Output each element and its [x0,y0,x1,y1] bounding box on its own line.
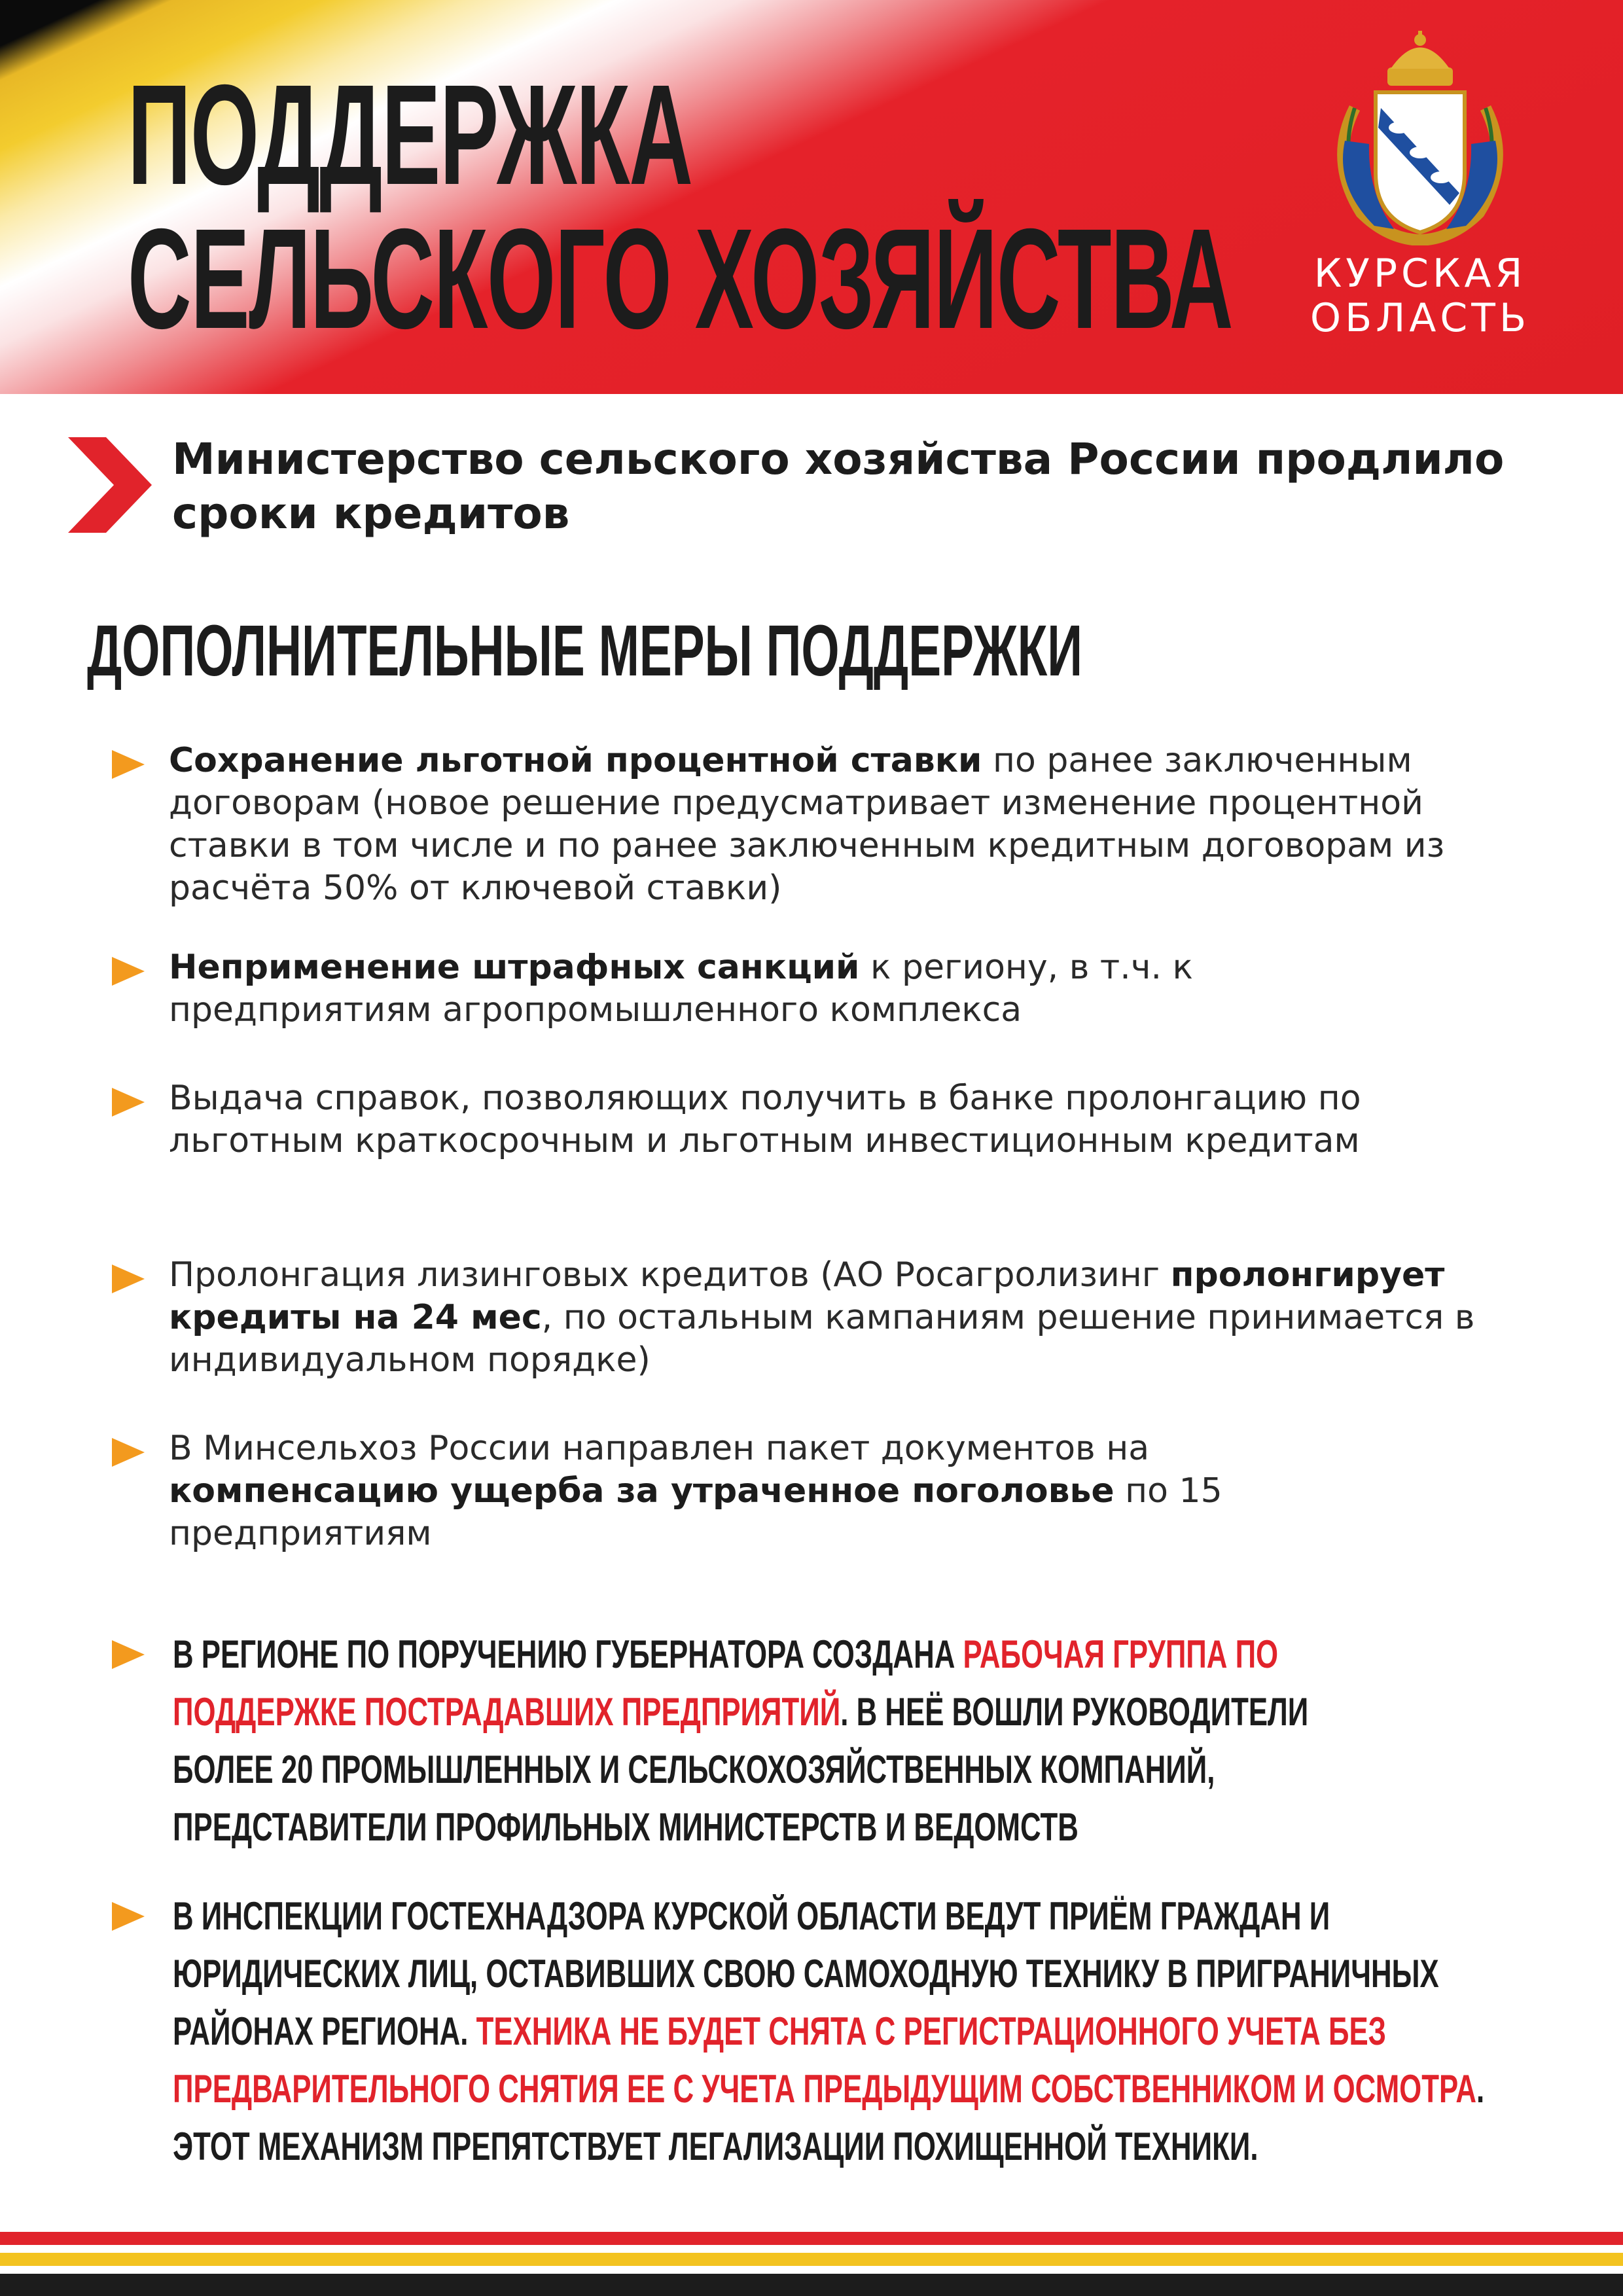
support-item-4-text-before: Пролонгация лизинговых кредитов (АО Росагролизинг [169,1255,1171,1295]
support-item-1-text: по ранее заключенным договорам (новое решение предусматривает изменение процентной ставки в том числе и по ранее заключенным кредитным договорам из расчёта 50% от ключевой ставки) [169,741,1445,908]
support-item-5-text-before: В Минсельхоз России направлен пакет документов на [169,1429,1150,1468]
support-item-1 [169,740,1543,910]
bullet-triangle-icon [112,1902,145,1931]
bullet-triangle-icon [112,957,145,986]
lead-headline: Министерство сельского хозяйства России продлило сроки кредитов [172,434,1505,539]
region-name-line-2: ОБЛАСТЬ [1310,295,1531,341]
footer-stripe-red [0,2232,1623,2245]
announcement-1-text: В РЕГИОНЕ ПО ПОРУЧЕНИЮ ГУБЕРНАТОРА СОЗДАНА [173,1632,963,1676]
support-item-4-bold: пролонгирует кредиты на 24 мес [169,1255,1445,1337]
announcement-1-highlight: РАБОЧАЯ ГРУППА ПО ПОДДЕРЖКЕ ПОСТРАДАВШИХ ПРЕДПРИЯТИЙ [173,1632,1279,1734]
announcement-2-text: В ИНСПЕКЦИИ ГОСТЕХНАДЗОРА КУРСКОЙ ОБЛАСТИ ВЕДУТ ПРИЁМ ГРАЖДАН И ЮРИДИЧЕСКИХ ЛИЦ, ОСТАВИВШИХ СВОЮ САМОХОДНУЮ ТЕХНИКУ В ПРИГРАНИЧНЫХ РАЙОНАХ РЕГИОНА. [173,1894,1439,2053]
region-name-line-1: КУРСКАЯ [1313,251,1527,296]
footer-stripe-black [0,2274,1623,2296]
bullet-triangle-icon [112,1265,145,1293]
announcement-2-text-end: . ЭТОТ МЕХАНИЗМ ПРЕПЯТСТВУЕТ ЛЕГАЛИЗАЦИИ ПОХИЩЕННОЙ ТЕХНИКИ. [173,2067,1485,2168]
footer-stripe-yellow [0,2253,1623,2266]
support-item-1-bold: Сохранение льготной процентной ставки [169,741,982,780]
support-item-2 [169,946,1229,1031]
section-title: ДОПОЛНИТЕЛЬНЫЕ МЕРЫ ПОДДЕРЖКИ [87,611,1083,691]
support-item-3-text: Выдача справок, позволяющих получить в банке пролонгацию по льготным краткосрочным и льготным инвестиционным кредитам [169,1079,1361,1160]
bullet-triangle-icon [112,750,145,779]
support-item-5-bold: компенсацию ущерба за утраченное поголовье [169,1471,1115,1511]
support-item-5 [169,1427,1360,1555]
bullet-triangle-icon [112,1640,145,1669]
bullet-triangle-icon [112,1438,145,1467]
chevron-right-icon [68,437,152,533]
bullet-triangle-icon [112,1088,145,1117]
support-item-4 [169,1254,1543,1382]
page-title-line-1: ПОДДЕРЖКА [128,56,692,215]
footer-stripe-gap [0,2266,1623,2274]
page-title-line-2: СЕЛЬСКОГО ХОЗЯЙСТВА [128,200,1233,359]
support-item-3 [169,1077,1543,1162]
support-item-4-text-after: , по остальным кампаниям решение принимается в индивидуальном порядке) [169,1298,1475,1380]
announcement-gostekhnadzor [173,1888,1539,2176]
announcement-2-highlight: ТЕХНИКА НЕ БУДЕТ СНЯТА С РЕГИСТРАЦИОННОГО УЧЕТА БЕЗ ПРЕДВАРИТЕЛЬНОГО СНЯТИЯ ЕЕ С УЧЕТА ПРЕДЫДУЩИМ СОБСТВЕННИКОМ И ОСМОТРА [173,2009,1477,2111]
announcement-1-text-end: . В НЕЁ ВОШЛИ РУКОВОДИТЕЛИ БОЛЕЕ 20 ПРОМЫШЛЕННЫХ И СЕЛЬСКОХОЗЯЙСТВЕННЫХ КОМПАНИЙ, ПРЕДСТАВИТЕЛИ ПРОФИЛЬНЫХ МИНИСТЕРСТВ И ВЕДОМСТВ [173,1690,1309,1849]
announcement-working-group [173,1626,1319,1856]
kursk-coat-of-arms-icon [1315,29,1525,245]
support-item-2-text: к региону, в т.ч. к предприятиям агропромышленного комплекса [169,948,1193,1030]
support-item-2-bold: Неприменение штрафных санкций [169,948,860,987]
footer-stripe-gap [0,2245,1623,2253]
support-item-5-text-after: по 15 предприятиям [169,1471,1222,1553]
